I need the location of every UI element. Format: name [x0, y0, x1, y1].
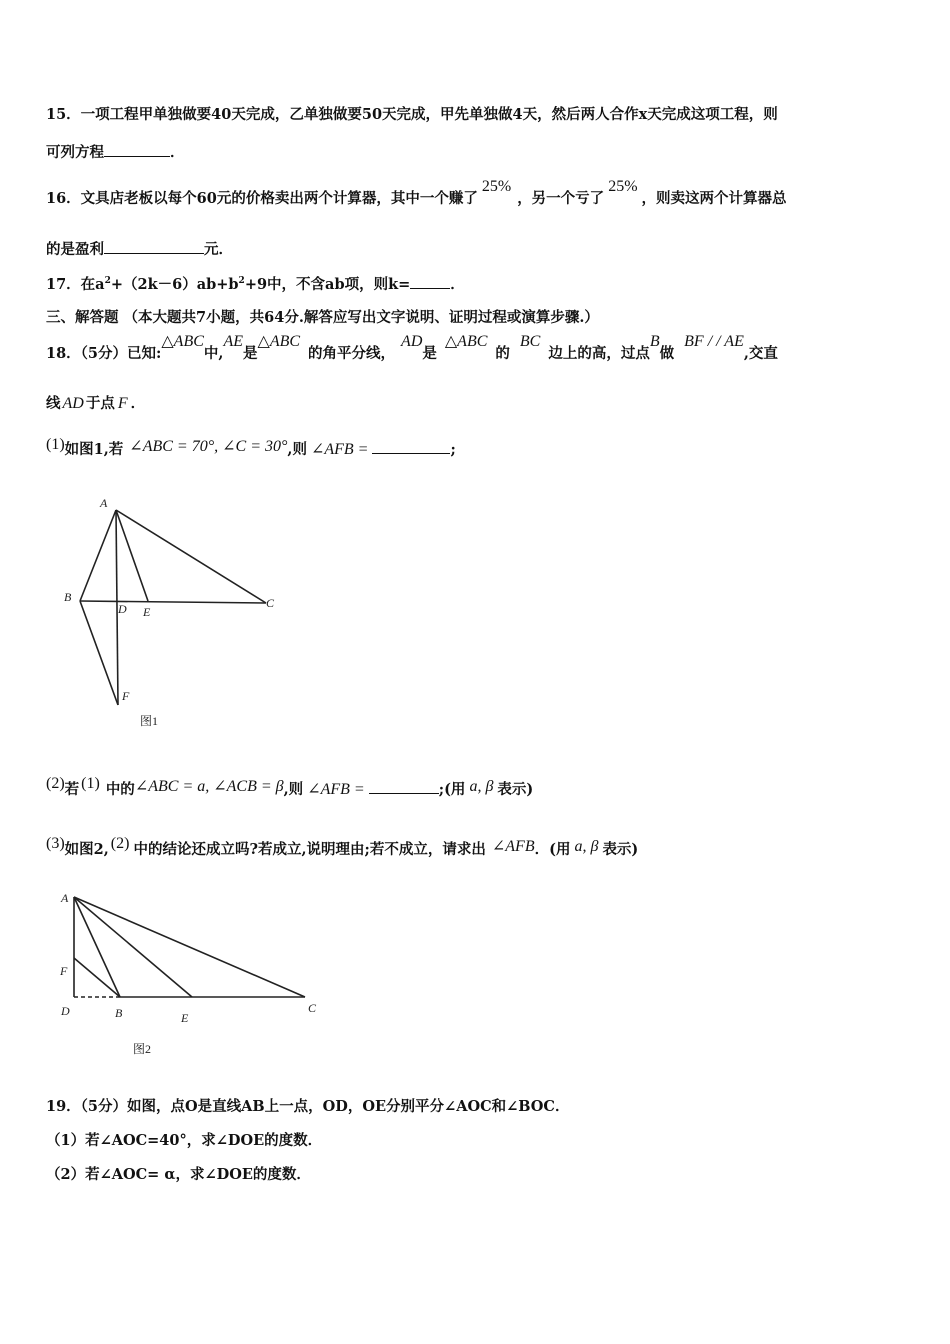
q19-part2: （2）若∠AOC= α，求∠DOE的度数． — [46, 1166, 311, 1183]
fig1-seg-AE — [116, 510, 148, 601]
q16-line2: 的是盈利 元． — [46, 241, 233, 258]
q15-answer-blank[interactable] — [104, 142, 170, 157]
section-3-heading: 三、解答题 （本大题共7小题，共64分.解答应写出文字说明、证明过程或演算步骤.） — [46, 309, 599, 326]
q16-pct1: 25% — [481, 178, 512, 195]
fig1-label-C: C — [266, 596, 275, 610]
fig1-seg-BC — [80, 601, 266, 603]
fig2-label-A: A — [61, 891, 69, 905]
fig1-label-D: D — [118, 602, 127, 616]
q15-line1: 15．一项工程甲单独做要40天完成，乙单独做要50天完成，甲先单独做4天，然后两人合作x天完成这项工程，则 — [46, 106, 778, 123]
fig1-label-A: A — [100, 496, 108, 510]
fig2-label-D: D — [61, 1004, 70, 1018]
q19-line: 19．（5分）如图，点O是直线AB上一点，OD，OE分别平分∠AOC和∠BOC． — [46, 1098, 570, 1115]
fig2-label-B: B — [115, 1006, 123, 1020]
q18-line2: 线 AD 于点 F ． — [46, 395, 146, 412]
fig1-seg-BF — [80, 601, 118, 705]
q18-part2-blank[interactable] — [369, 779, 439, 794]
q18-line1: 18．（5分）已知:△ABC中,AE是△ABC的角平分线，AD是△ABC的BC边上的高，过点B做BF / / AE,交直 — [46, 333, 778, 362]
q16-answer-blank[interactable] — [104, 239, 204, 254]
fig2-seg-AB — [74, 897, 120, 997]
fig2-seg-AE — [74, 897, 192, 997]
fig2-label-C: C — [308, 1001, 317, 1015]
fig1-label-E: E — [143, 605, 151, 619]
fig2-label-E: E — [181, 1011, 189, 1025]
q15-line2: 可列方程 ． — [46, 144, 185, 161]
fig1-label-B: B — [64, 590, 72, 604]
figure-1 — [58, 495, 288, 735]
q17-answer-blank[interactable] — [410, 274, 450, 289]
fig1-label-F: F — [122, 689, 130, 703]
fig1-caption: 图1 — [140, 714, 159, 728]
fig1-seg-AB — [80, 510, 116, 601]
fig1-seg-AC — [116, 510, 266, 603]
fig2-caption: 图2 — [133, 1042, 152, 1056]
q18-part3: (3)如图2, (2) 中的结论还成立吗?若成立,说明理由;若不成立，请求出 ∠AFB．(用 a, β 表示) — [46, 835, 639, 858]
figure-2 — [55, 885, 335, 1060]
q17-line: 17．在$a^2+(2k-6)ab+b^2+9$中，不含ab项，则k= ． — [46, 276, 465, 293]
q16-pct2: 25% — [608, 178, 638, 195]
fig2-label-F: F — [60, 964, 68, 978]
fig2-seg-FB — [74, 958, 120, 997]
q18-part2: (2)若 (1) 中的∠ABC = a, ∠ACB = β,则 ∠AFB = ;(用 a, β 表示) — [46, 775, 534, 798]
q18-part1: (1)如图1,若 ∠ABC = 70°, ∠C = 30°,则 ∠AFB = ; — [46, 436, 456, 458]
fig2-seg-AC — [74, 897, 305, 997]
q16-line1: 16．文具店老板以每个60元的价格卖出两个计算器，其中一个赚了25%，另一个亏了25%，则卖这两个计算器总 — [46, 178, 787, 207]
q18-part1-blank[interactable] — [372, 439, 450, 454]
q19-part1: （1）若∠AOC=40°，求∠DOE的度数． — [46, 1132, 323, 1149]
